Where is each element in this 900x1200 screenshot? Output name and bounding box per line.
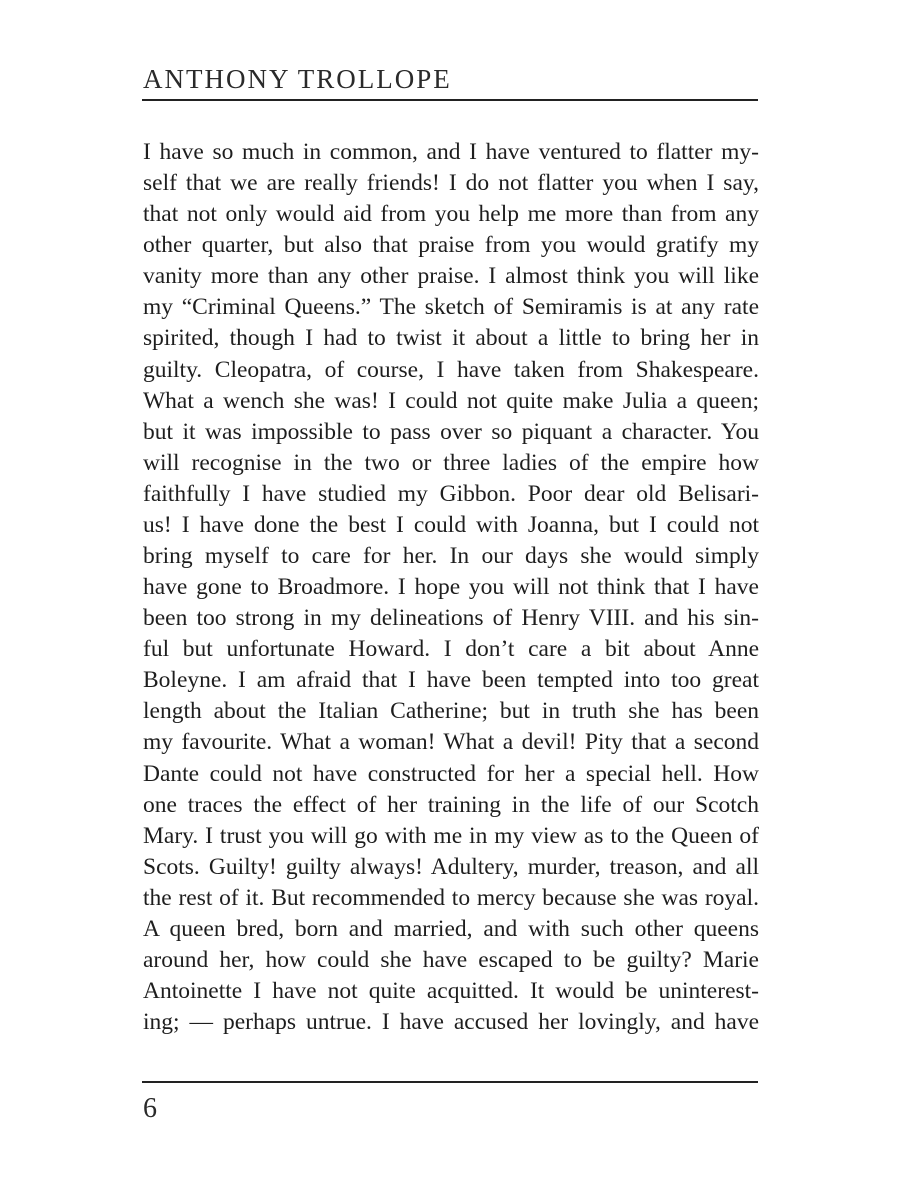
text-line: guilty. Cleopatra, of course, I have taken from Shakespeare. [143, 356, 759, 383]
text-line: Boleyne. I am afraid that I have been tempted into too great [143, 667, 759, 694]
text-line: faithfully I have studied my Gibbon. Poor dear old Belisari- [143, 480, 759, 507]
text-line: Dante could not have constructed for her a special hell. How [143, 760, 759, 787]
text-line: What a wench she was! I could not quite make Julia a queen; [143, 387, 759, 414]
text-line: vanity more than any other praise. I almost think you will like [143, 263, 759, 290]
text-line: have gone to Broadmore. I hope you will not think that I have [143, 574, 759, 601]
text-line: A queen bred, born and married, and with such other queens [143, 915, 759, 942]
text-line: ing; — perhaps untrue. I have accused her lovingly, and have [143, 1009, 759, 1036]
text-line: Scots. Guilty! guilty always! Adultery, murder, treason, and all [143, 853, 759, 880]
text-line: one traces the effect of her training in the life of our Scotch [143, 791, 759, 818]
page-number: 6 [143, 1093, 157, 1124]
text-line: been too strong in my delineations of Henry VIII. and his sin- [143, 605, 759, 632]
text-line: ful but unfortunate Howard. I don’t care a bit about Anne [143, 636, 759, 663]
text-line: bring myself to care for her. In our days she would simply [143, 543, 759, 570]
text-line: will recognise in the two or three ladies of the empire how [143, 449, 759, 476]
header-rule [142, 99, 758, 101]
body-text [143, 137, 759, 1038]
text-line: I have so much in common, and I have ventured to flatter my- [143, 139, 759, 165]
text-line: the rest of it. But recommended to mercy because she was royal. [143, 884, 759, 911]
text-line: other quarter, but also that praise from you would gratify my [143, 232, 759, 259]
text-line: length about the Italian Catherine; but in truth she has been [143, 698, 759, 725]
running-head: ANTHONY TROLLOPE [143, 64, 452, 94]
text-line: self that we are really friends! I do not flatter you when I say, [143, 170, 759, 197]
text-line: around her, how could she have escaped to be guilty? Marie [143, 947, 759, 974]
text-line: my favourite. What a woman! What a devil! Pity that a second [143, 729, 759, 756]
footer-rule [142, 1081, 758, 1083]
text-line: spirited, though I had to twist it about a little to bring her in [143, 325, 759, 352]
text-line: my “Criminal Queens.” The sketch of Semiramis is at any rate [143, 294, 759, 321]
text-line: Antoinette I have not quite acquitted. It would be uninterest- [143, 978, 759, 1005]
text-line: but it was impossible to pass over so piquant a character. You [143, 418, 759, 445]
text-line: Mary. I trust you will go with me in my view as to the Queen of [143, 822, 759, 849]
text-line: that not only would aid from you help me more than from any [143, 201, 759, 228]
text-line: us! I have done the best I could with Joanna, but I could not [143, 511, 759, 538]
